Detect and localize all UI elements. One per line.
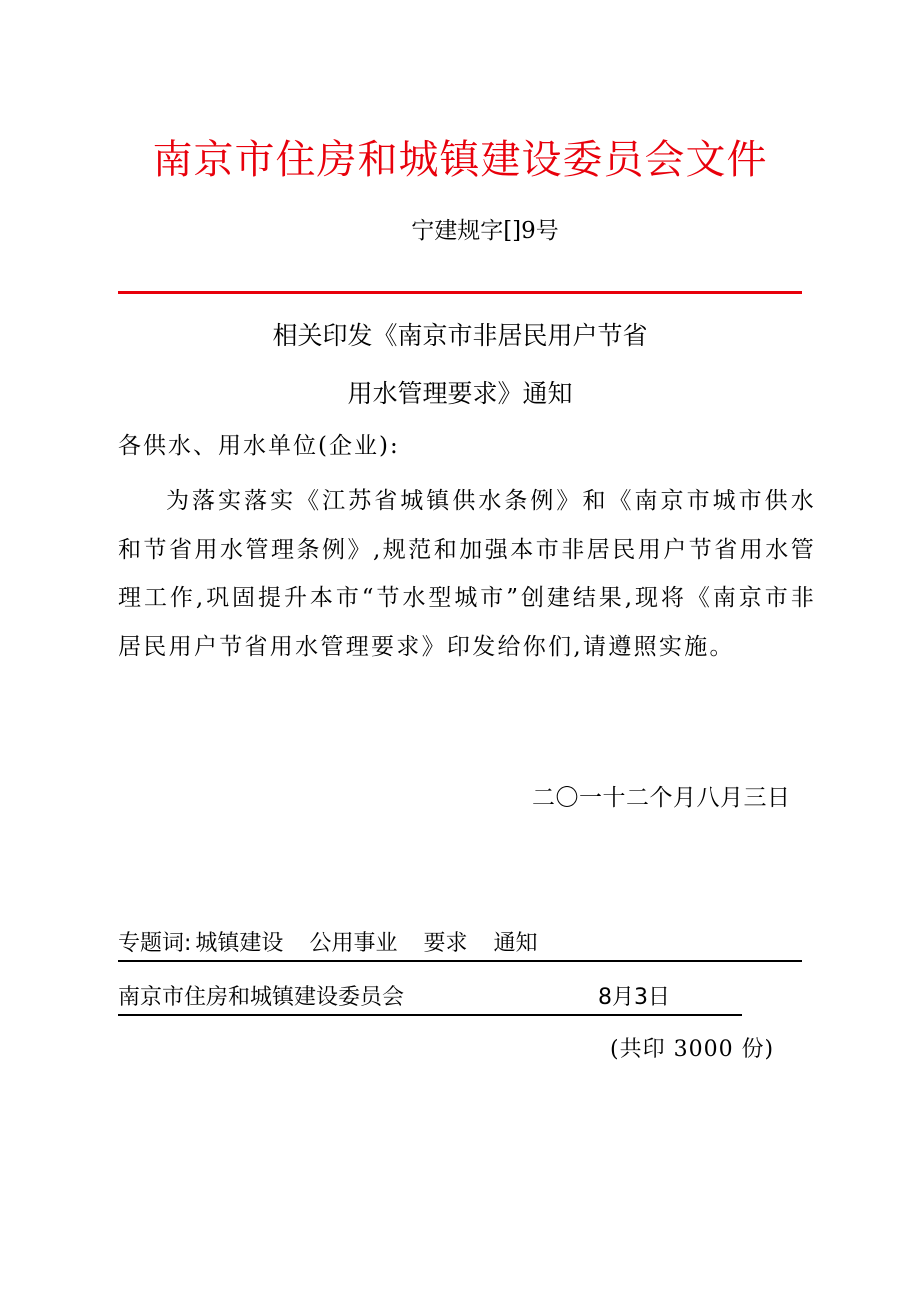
document-header: 南京市住房和城镇建设委员会文件 (152, 137, 768, 183)
notice-title-line-2: 用水管理要求》通知 (347, 379, 573, 408)
keyword-item: 要求 (423, 931, 468, 956)
keywords-label: 专题词: (118, 931, 192, 956)
keyword-item: 公用事业 (309, 931, 398, 956)
issuer-row (118, 982, 742, 1016)
keyword-item: 通知 (493, 931, 538, 956)
header-divider (118, 291, 802, 294)
keywords-row (118, 928, 802, 962)
document-date: 二〇一十二个月八月三日 (532, 785, 791, 811)
notice-title-line-1: 相关印发《南京市非居民用户节省 (272, 321, 648, 350)
keyword-item: 城镇建设 (195, 931, 284, 956)
salutation: 各供水、用水单位(企业): (118, 433, 400, 459)
body-paragraph: 为落实落实《江苏省城镇供水条例》和《南京市城市供水和节省用水管理条例》,规范和加强本市非居民用户节省用水管理工作,巩固提升本市“节水型城市”创建结果,现将《南京市非居民用户节省用水管理要求》印发给你们,请遵照实施。 (118, 488, 816, 660)
print-count: (共印 3000 份) (610, 1037, 775, 1062)
issuer-name: 南京市住房和城镇建设委员会 (118, 985, 405, 1010)
issue-date: 8月3日 (598, 985, 670, 1010)
document-number: 宁建规字[]9号 (411, 218, 559, 244)
